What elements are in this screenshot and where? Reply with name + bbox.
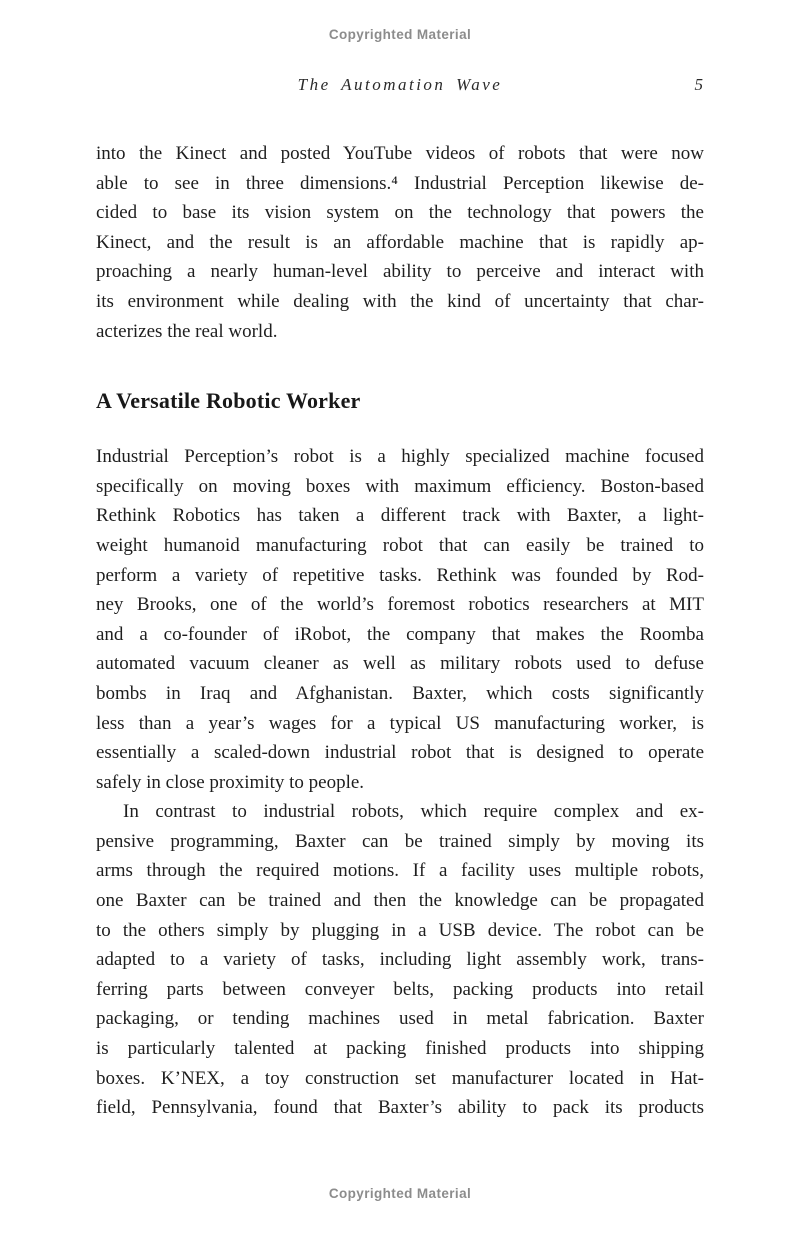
text-line: ney Brooks, one of the world’s foremost robotics researchers at MIT: [96, 594, 704, 616]
text-line: pensive programming, Baxter can be trained simply by moving its: [96, 830, 704, 852]
page-number: 5: [694, 75, 703, 94]
text-line: safely in close proximity to people.: [96, 771, 365, 793]
body-paragraph: [96, 442, 704, 797]
section-heading: A Versatile Robotic Worker: [96, 388, 361, 414]
text-line: into the Kinect and posted YouTube videos of robots that were now: [96, 143, 704, 164]
text-line: essentially a scaled-down industrial robot that is designed to operate: [96, 742, 704, 764]
body-paragraph: [96, 139, 704, 346]
text-line: cided to base its vision system on the technology that powers the: [96, 202, 704, 224]
text-line: proaching a nearly human-level ability to perceive and interact with: [96, 261, 704, 283]
text-line: able to see in three dimensions.⁴ Industrial Perception likewise de-: [96, 172, 704, 194]
text-line: bombs in Iraq and Afghanistan. Baxter, which costs significantly: [96, 682, 704, 704]
text-line: boxes. K’NEX, a toy construction set manufacturer located in Hat-: [96, 1067, 704, 1089]
chapter-title: The Automation Wave: [297, 75, 503, 94]
text-line: arms through the required motions. If a facility uses multiple robots,: [96, 860, 704, 882]
text-line: and a co-founder of iRobot, the company that makes the Roomba: [96, 623, 704, 645]
text-line: acterizes the real world.: [96, 320, 278, 342]
text-line: less than a year’s wages for a typical US manufacturing worker, is: [96, 712, 704, 734]
text-line: one Baxter can be trained and then the knowledge can be propagated: [96, 890, 704, 912]
text-line: its environment while dealing with the kind of uncertainty that char-: [96, 290, 704, 312]
text-line: packaging, or tending machines used in metal fabrication. Baxter: [96, 1008, 704, 1030]
text-line: ferring parts between conveyer belts, packing products into retail: [96, 978, 704, 1000]
text-line: is particularly talented at packing finished products into shipping: [96, 1038, 704, 1060]
text-line: to the others simply by plugging in a USB device. The robot can be: [96, 919, 704, 941]
text-line: Rethink Robotics has taken a different track with Baxter, a light-: [96, 505, 704, 527]
copyright-watermark-top: Copyrighted Material: [328, 27, 472, 42]
text-line: Industrial Perception’s robot is a highly specialized machine focused: [96, 446, 704, 468]
body-paragraph: [96, 797, 704, 1123]
running-header: [96, 75, 704, 99]
text-line: perform a variety of repetitive tasks. Rethink was founded by Rod-: [96, 564, 704, 586]
text-line: Kinect, and the result is an affordable machine that is rapidly ap-: [96, 231, 704, 253]
text-block: [96, 139, 704, 1123]
text-line: In contrast to industrial robots, which require complex and ex-: [123, 801, 704, 823]
text-line: specifically on moving boxes with maximum efficiency. Boston-based: [96, 475, 704, 497]
text-line: weight humanoid manufacturing robot that can easily be trained to: [96, 534, 704, 556]
text-line: field, Pennsylvania, found that Baxter’s ability to pack its products: [96, 1097, 704, 1119]
text-line: automated vacuum cleaner as well as military robots used to defuse: [96, 653, 704, 675]
copyright-watermark-bottom: Copyrighted Material: [328, 1186, 472, 1201]
text-line: adapted to a variety of tasks, including light assembly work, trans-: [96, 949, 704, 971]
